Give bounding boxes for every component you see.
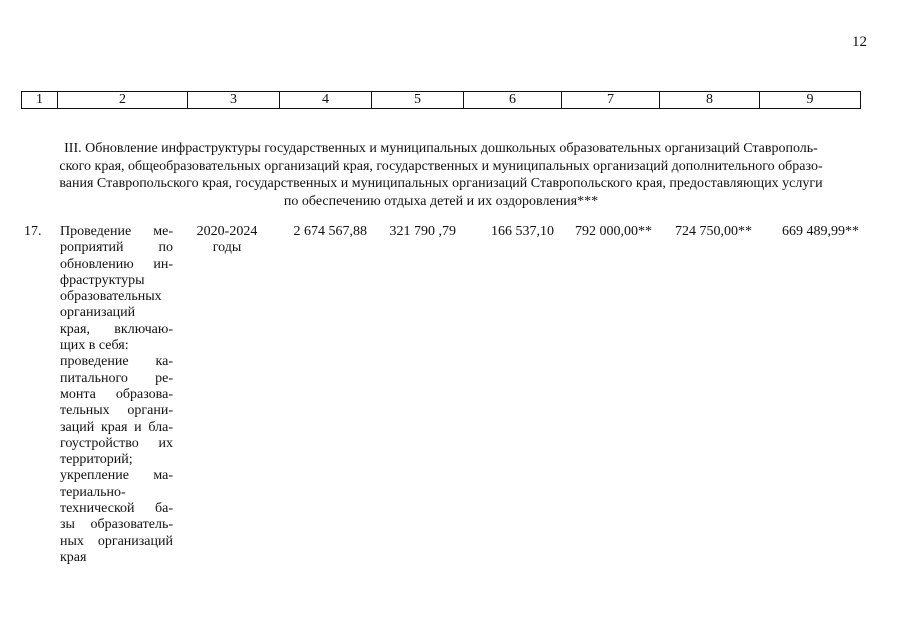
description-line: ных организаций (60, 533, 173, 549)
column-header-8: 8 (660, 92, 760, 109)
description-line: заций края и бла- (60, 419, 173, 435)
description-line: монта образова- (60, 386, 173, 402)
period-line: 2020-2024 (196, 224, 258, 239)
description-line: края (60, 549, 87, 565)
description-line: Проведение ме- (60, 224, 173, 239)
section-title-line: по обеспечению отдыха детей и их оздоровления*** (283, 193, 599, 209)
column-header-6: 6 (464, 92, 562, 109)
column-header-7: 7 (562, 92, 660, 109)
description-line: образовательных (60, 289, 162, 305)
description-line: укрепление ма- (60, 468, 173, 484)
section-title (22, 140, 860, 210)
column-header-5: 5 (372, 92, 464, 109)
section-title-line: вания Ставропольского края, государственных и муниципальных организаций Ставропольского края, предоставляющих услуги (59, 176, 823, 191)
description-line: гоустройство их (60, 435, 173, 451)
column-header-9: 9 (760, 92, 861, 109)
row-description (60, 224, 173, 566)
description-line: питального ре- (60, 370, 173, 386)
value-column-4: 2 674 567,88 (293, 224, 367, 239)
description-line: проведение ка- (60, 354, 173, 370)
column-header-4: 4 (280, 92, 372, 109)
value-column-6: 166 537,10 (491, 224, 554, 239)
value-column-8: 724 750,00** (675, 224, 752, 239)
description-line: фраструктуры (60, 272, 145, 288)
description-line: края, включаю- (60, 321, 173, 337)
description-line: щих в себя: (60, 338, 129, 354)
row-period (184, 224, 270, 257)
section-title-line: ского края, общеобразовательных организаций края, государственных и муниципальных организаций дополнительного образо- (59, 158, 823, 174)
column-number-header (21, 91, 861, 109)
description-line: организаций (60, 305, 136, 321)
description-line: обновлению ин- (60, 256, 173, 272)
description-line: териально- (60, 484, 126, 500)
page-number: 12 (852, 34, 867, 50)
column-header-2: 2 (58, 92, 188, 109)
section-title-line: III. Обновление инфраструктуры государственных и муниципальных дошкольных образовательных организаций Ставрополь- (64, 141, 818, 156)
description-line: территорий; (60, 452, 133, 468)
description-line: зы образователь- (60, 517, 173, 533)
row-number: 17. (24, 224, 42, 239)
description-line: тельных органи- (60, 403, 173, 419)
period-line: годы (212, 240, 242, 256)
column-header-1: 1 (22, 92, 58, 109)
value-column-5: 321 790 ,79 (389, 224, 456, 239)
description-line: роприятий по (60, 240, 173, 256)
value-column-7: 792 000,00** (575, 224, 652, 239)
column-header-3: 3 (188, 92, 280, 109)
value-column-9: 669 489,99** (782, 224, 859, 239)
description-line: технической ба- (60, 501, 173, 517)
